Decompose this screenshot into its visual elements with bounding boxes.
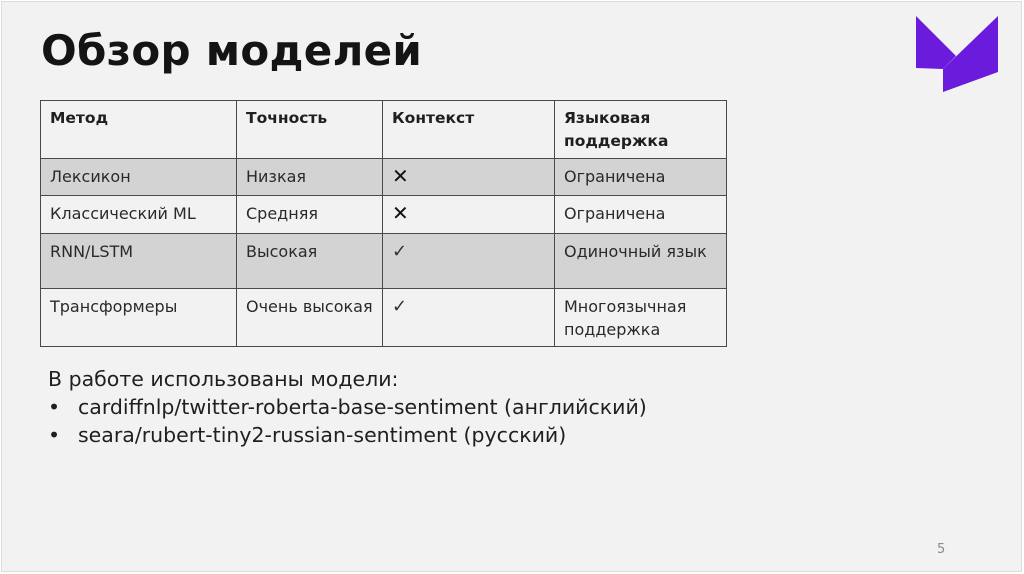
models-list <box>48 393 647 449</box>
bullet-icon: • <box>48 423 61 447</box>
models-used-section <box>48 365 647 449</box>
cell-language: Ограничена <box>555 159 727 196</box>
brand-logo-icon <box>914 14 1000 94</box>
cell-accuracy: Очень высокая <box>237 289 383 347</box>
header-context: Контекст <box>383 101 555 159</box>
slide <box>1 1 1022 572</box>
cell-method: Лексикон <box>41 159 237 196</box>
cell-accuracy: Низкая <box>237 159 383 196</box>
cell-context <box>383 234 555 289</box>
model-name: cardiffnlp/twitter-roberta-base-sentiment (английский) <box>78 395 647 419</box>
cell-language: Многоязычная поддержка <box>555 289 727 347</box>
cell-method: Классический ML <box>41 196 237 234</box>
table-row <box>41 159 727 196</box>
logo-left-shape <box>916 16 956 69</box>
cross-icon: ✕ <box>392 164 409 188</box>
models-used-lead: В работе использованы модели: <box>48 367 399 391</box>
header-language-support: Языковая поддержка <box>555 101 727 159</box>
cell-accuracy: Средняя <box>237 196 383 234</box>
page-number: 5 <box>937 542 946 557</box>
cell-method: Трансформеры <box>41 289 237 347</box>
table-row <box>41 196 727 234</box>
models-comparison-table <box>40 100 727 347</box>
header-method: Метод <box>41 101 237 159</box>
table-header-row <box>41 101 727 159</box>
table-row <box>41 234 727 289</box>
cross-icon: ✕ <box>392 201 409 225</box>
table-row <box>41 289 727 347</box>
cell-context <box>383 289 555 347</box>
list-item <box>48 393 647 421</box>
header-accuracy: Точность <box>237 101 383 159</box>
slide-title: Обзор моделей <box>41 26 423 75</box>
list-item <box>48 421 647 449</box>
check-icon: ✓ <box>392 241 408 262</box>
cell-context <box>383 196 555 234</box>
cell-context <box>383 159 555 196</box>
cell-language: Одиночный язык <box>555 234 727 289</box>
check-icon: ✓ <box>392 296 408 317</box>
model-name: seara/rubert-tiny2-russian-sentiment (русский) <box>78 423 567 447</box>
cell-method: RNN/LSTM <box>41 234 237 289</box>
cell-language: Ограничена <box>555 196 727 234</box>
bullet-icon: • <box>48 395 61 419</box>
cell-accuracy: Высокая <box>237 234 383 289</box>
